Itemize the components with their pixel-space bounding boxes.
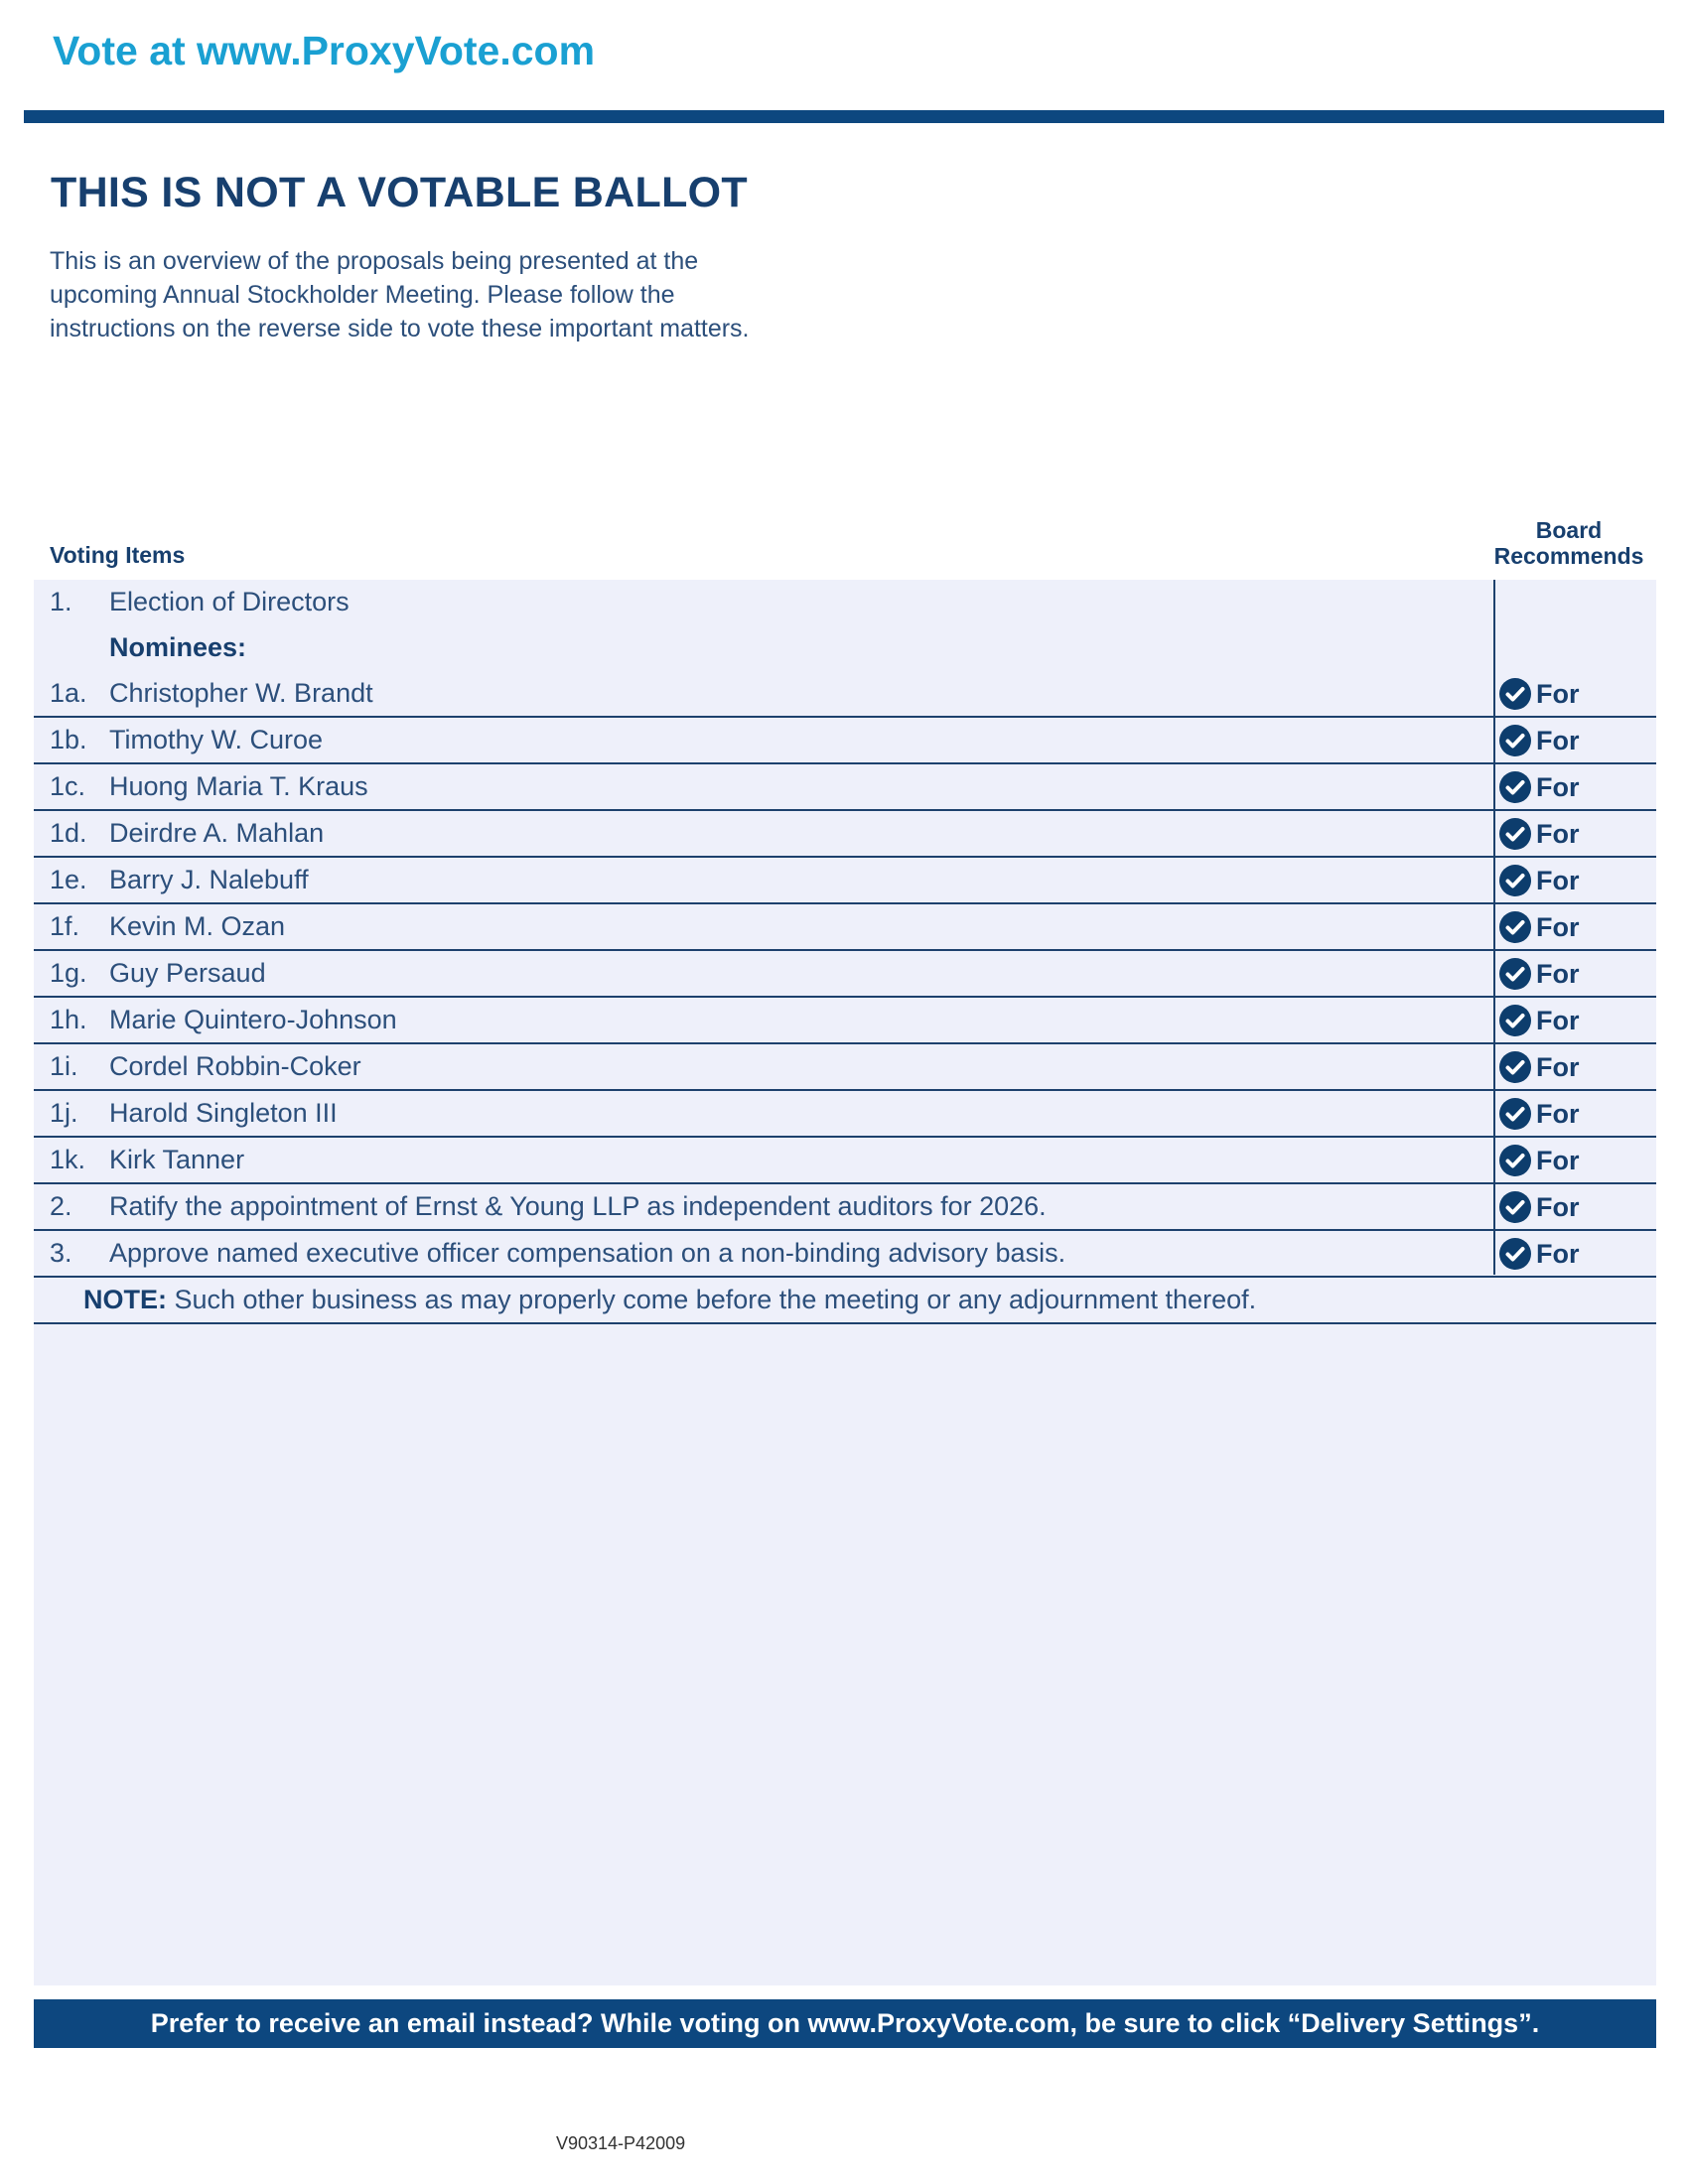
check-circle-icon xyxy=(1499,911,1531,943)
nominees-label: Nominees: xyxy=(109,632,247,662)
board-recommendation xyxy=(1499,1145,1580,1176)
check-circle-icon xyxy=(1499,1145,1531,1176)
check-circle-icon xyxy=(1499,1238,1531,1270)
page-title: THIS IS NOT A VOTABLE BALLOT xyxy=(51,169,748,216)
intro-line: upcoming Annual Stockholder Meeting. Please follow the xyxy=(50,281,675,309)
intro-line: This is an overview of the proposals being presented at the xyxy=(50,247,699,275)
note-text xyxy=(83,1285,1256,1315)
table-row xyxy=(34,718,1656,764)
item-text: Guy Persaud xyxy=(109,958,266,988)
table-row xyxy=(34,671,1656,718)
item-number: 1j. xyxy=(50,1098,78,1128)
board-recommendation xyxy=(1499,1238,1580,1270)
check-circle-icon xyxy=(1499,958,1531,990)
table-row xyxy=(34,811,1656,858)
check-circle-icon xyxy=(1499,1191,1531,1223)
check-circle-icon xyxy=(1499,1005,1531,1036)
board-recommendation xyxy=(1499,1051,1580,1083)
check-circle-icon xyxy=(1499,771,1531,803)
check-circle-icon xyxy=(1499,865,1531,896)
item-text: Huong Maria T. Kraus xyxy=(109,771,368,801)
table-row xyxy=(34,1091,1656,1138)
board-recommendation xyxy=(1499,725,1580,756)
board-recommendation xyxy=(1499,1191,1580,1223)
item-text: Harold Singleton III xyxy=(109,1098,338,1128)
board-recommendation xyxy=(1499,911,1580,943)
board-recommendation xyxy=(1499,678,1580,710)
recommendation-label: For xyxy=(1536,1051,1580,1082)
table-row xyxy=(34,1184,1656,1231)
recommendation-label: For xyxy=(1536,725,1580,755)
item-text: Election of Directors xyxy=(109,587,350,616)
recommendation-label: For xyxy=(1536,958,1580,989)
check-circle-icon xyxy=(1499,725,1531,756)
board-recommendation xyxy=(1499,818,1580,850)
item-number: 1b. xyxy=(50,725,87,754)
board-recommendation xyxy=(1499,771,1580,803)
table-row xyxy=(34,951,1656,998)
table-row xyxy=(34,1231,1656,1278)
item-number: 1a. xyxy=(50,678,87,708)
item-text: Deirdre A. Mahlan xyxy=(109,818,325,848)
item-number: 1g. xyxy=(50,958,87,988)
item-text: Barry J. Nalebuff xyxy=(109,865,309,894)
table-row xyxy=(34,764,1656,811)
item-number: 1i. xyxy=(50,1051,78,1081)
table-row xyxy=(34,1044,1656,1091)
item-number: 1c. xyxy=(50,771,86,801)
table-row xyxy=(34,904,1656,951)
recommendation-label: For xyxy=(1536,1098,1580,1129)
table-row xyxy=(34,1138,1656,1184)
recommendation-label: For xyxy=(1536,818,1580,849)
document-code: V90314-P42009 xyxy=(556,2133,686,2153)
recommendation-label: For xyxy=(1536,771,1580,802)
check-circle-icon xyxy=(1499,818,1531,850)
item-number: 2. xyxy=(50,1191,72,1221)
item-election-of-directors xyxy=(34,580,1656,624)
nominees-row xyxy=(34,625,1656,670)
item-number: 3. xyxy=(50,1238,72,1268)
recommendation-label: For xyxy=(1536,1191,1580,1222)
intro-line: instructions on the reverse side to vote these important matters. xyxy=(50,315,750,342)
board-recommendation xyxy=(1499,865,1580,896)
recommendation-label: For xyxy=(1536,1145,1580,1175)
item-text: Approve named executive officer compensation on a non-binding advisory basis. xyxy=(109,1238,1066,1268)
item-text: Marie Quintero-Johnson xyxy=(109,1005,397,1034)
board-recommends-header xyxy=(1489,517,1648,569)
recommendation-label: For xyxy=(1536,1005,1580,1035)
footer-text: Prefer to receive an email instead? While voting on www.ProxyVote.com, be sure to click “Delivery Settings”. xyxy=(150,2008,1540,2038)
item-number: 1f. xyxy=(50,911,80,941)
recommendation-label: For xyxy=(1536,1238,1580,1269)
board-recommends-line2: Recommends xyxy=(1493,543,1644,569)
item-text: Timothy W. Curoe xyxy=(109,725,324,754)
item-text: Christopher W. Brandt xyxy=(109,678,373,708)
item-text: Kevin M. Ozan xyxy=(109,911,286,941)
check-circle-icon xyxy=(1499,1098,1531,1130)
item-number: 1e. xyxy=(50,865,87,894)
voting-items-header: Voting Items xyxy=(50,542,186,568)
board-recommendation xyxy=(1499,958,1580,990)
board-recommendation xyxy=(1499,1098,1580,1130)
table-row xyxy=(34,998,1656,1044)
proxyvote-url-heading: Vote at www.ProxyVote.com xyxy=(53,28,596,73)
recommendation-label: For xyxy=(1536,865,1580,895)
intro-paragraph xyxy=(50,244,844,345)
item-text: Cordel Robbin-Coker xyxy=(109,1051,361,1081)
header-rule xyxy=(24,110,1664,123)
note-row xyxy=(34,1278,1656,1324)
item-text: Kirk Tanner xyxy=(109,1145,245,1174)
footer-banner xyxy=(34,1999,1656,2048)
note-label: NOTE: xyxy=(83,1285,167,1314)
check-circle-icon xyxy=(1499,1051,1531,1083)
table-row xyxy=(34,858,1656,904)
item-number: 1. xyxy=(50,587,72,616)
item-text: Ratify the appointment of Ernst & Young LLP as independent auditors for 2026. xyxy=(109,1191,1047,1221)
item-number: 1k. xyxy=(50,1145,86,1174)
recommendation-label: For xyxy=(1536,911,1580,942)
check-circle-icon xyxy=(1499,678,1531,710)
board-recommends-line1: Board xyxy=(1535,517,1603,543)
item-number: 1h. xyxy=(50,1005,87,1034)
note-body: Such other business as may properly come before the meeting or any adjournment thereof. xyxy=(167,1285,1257,1314)
item-number: 1d. xyxy=(50,818,87,848)
recommendation-label: For xyxy=(1536,678,1580,709)
board-recommendation xyxy=(1499,1005,1580,1036)
